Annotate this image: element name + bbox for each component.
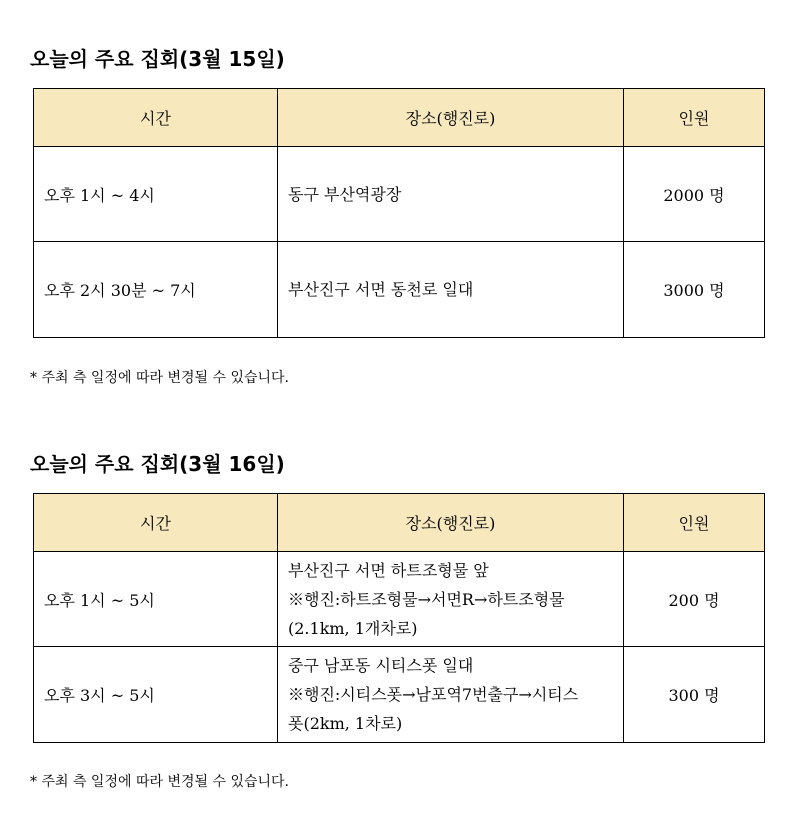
location-line: 부산진구 서면 하트조형물 앞 xyxy=(288,560,489,580)
column-header-time: 시간 xyxy=(34,89,278,147)
time-cell: 오후 1시 ~ 4시 xyxy=(34,147,278,242)
time-cell: 오후 1시 ~ 5시 xyxy=(34,552,278,647)
table-row xyxy=(34,647,765,743)
location-cell xyxy=(278,147,624,242)
location-line: 동구 부산역광장 xyxy=(288,184,402,204)
count-cell: 300 명 xyxy=(624,647,765,743)
table-header-row xyxy=(34,494,765,552)
count-cell: 3000 명 xyxy=(624,242,765,338)
location-cell xyxy=(278,242,624,338)
table-row xyxy=(34,147,765,242)
column-header-time: 시간 xyxy=(34,494,278,552)
rally-table-mar15 xyxy=(33,88,765,338)
location-line: 중구 남포동 시티스폿 일대 xyxy=(288,656,474,675)
column-header-count: 인원 xyxy=(624,89,765,147)
rally-table-mar16 xyxy=(33,493,765,743)
section-title-mar16: 오늘의 주요 집회(3월 16일) xyxy=(30,452,285,476)
march-route-line: ※행진:시티스폿→남포역7번출구→시티스 xyxy=(288,685,579,704)
march-route-line: ※행진:하트조형물→서면R→하트조형물 xyxy=(288,589,565,609)
column-header-location: 장소(행진로) xyxy=(278,89,624,147)
route-detail-line: 폿(2km, 1차로) xyxy=(288,714,403,733)
time-cell: 오후 3시 ~ 5시 xyxy=(34,647,278,743)
schedule-note: * 주최 측 일정에 따라 변경될 수 있습니다. xyxy=(30,370,289,386)
count-cell: 2000 명 xyxy=(624,147,765,242)
location-cell xyxy=(278,647,624,743)
section-title-mar15: 오늘의 주요 집회(3월 15일) xyxy=(30,47,285,71)
table-row xyxy=(34,552,765,647)
time-cell: 오후 2시 30분 ~ 7시 xyxy=(34,242,278,338)
schedule-note: * 주최 측 일정에 따라 변경될 수 있습니다. xyxy=(30,774,289,790)
table-row xyxy=(34,242,765,338)
count-cell: 200 명 xyxy=(624,552,765,647)
column-header-count: 인원 xyxy=(624,494,765,552)
column-header-location: 장소(행진로) xyxy=(278,494,624,552)
table-header-row xyxy=(34,89,765,147)
location-cell xyxy=(278,552,624,647)
location-line: 부산진구 서면 동천로 일대 xyxy=(288,280,474,299)
route-detail-line: (2.1km, 1개차로) xyxy=(288,618,418,638)
